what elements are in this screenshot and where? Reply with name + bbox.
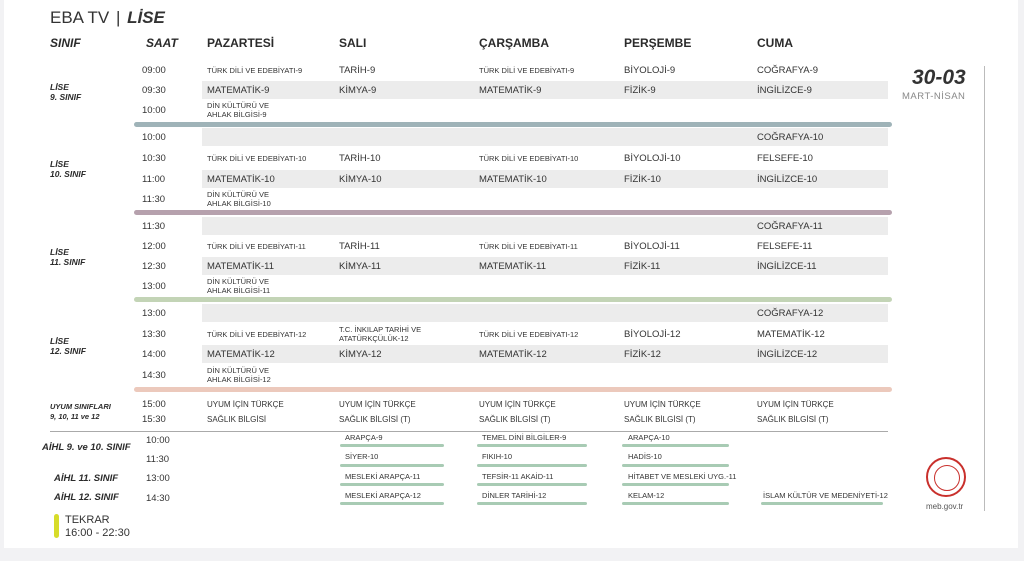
lesson-underline [622,502,729,505]
date-days: 30-03 [912,66,966,89]
lesson-cell: TÜRK DİLİ VE EDEBİYATI-11 [207,242,306,251]
col-header-pazartesi: PAZARTESİ [207,36,275,50]
lesson-underline [477,444,587,447]
lesson-cell: DİN KÜLTÜRÜ VE AHLAK BİLGİSİ-11 [207,277,271,295]
lesson-underline [477,502,587,505]
time-cell: 12:00 [142,241,166,252]
lesson-cell: DİNLER TARİHİ-12 [482,491,547,500]
lesson-cell: TARİH-11 [339,241,380,252]
lesson-cell: İNGİLİZCE-10 [757,174,818,185]
lesson-cell: BİYOLOJİ-11 [624,241,680,252]
col-header-sinif: SINIF [50,36,81,50]
lesson-cell: İNGİLİZCE-12 [757,349,818,360]
lesson-cell: COĞRAFYA-11 [757,221,823,232]
lesson-cell: TÜRK DİLİ VE EDEBİYATI-9 [207,66,303,75]
time-cell: 13:00 [142,281,166,292]
schedule-page [4,0,1018,548]
lesson-cell: SAĞLIK BİLGİSİ (T) [624,415,696,424]
lesson-cell: İSLAM KÜLTÜR VE MEDENİYETİ-12 [763,491,888,500]
aihl-label-11: AİHL 11. SINIF [54,473,119,484]
meb-logo-icon [926,457,966,497]
page-title [50,8,165,28]
lesson-cell: ARAPÇA-9 [345,433,383,442]
lesson-underline [340,483,444,486]
lesson-cell: MATEMATİK-9 [207,85,270,96]
lesson-underline [477,483,587,486]
lesson-cell: FIKIH-10 [482,452,513,461]
group-label-9: LİSE 9. SINIF [50,82,82,102]
aihl-label-910: AİHL 9. ve 10. SINIF [42,442,131,453]
col-header-persembe: PERŞEMBE [624,36,692,50]
col-header-sali: SALI [339,36,367,50]
lesson-cell: SAĞLIK BİLGİSİ (T) [757,415,829,424]
col-header-cuma: CUMA [757,36,793,50]
time-cell: 10:30 [142,153,166,164]
time-cell: 15:30 [142,414,166,425]
group-separator-12 [134,387,892,392]
group-label-11: LİSE 11. SINIF [50,247,86,267]
time-cell: 11:30 [142,194,166,205]
time-cell: 13:30 [142,329,166,340]
lesson-cell: COĞRAFYA-9 [757,65,819,76]
lesson-cell: MESLEKİ ARAPÇA-11 [345,472,421,481]
tekrar-marker [54,514,59,538]
group-separator-11 [134,297,892,302]
lesson-cell: UYUM İÇİN TÜRKÇE [207,400,284,409]
col-header-carsamba: ÇARŞAMBA [479,36,549,50]
lesson-cell: UYUM İÇİN TÜRKÇE [624,400,701,409]
time-cell: 10:00 [142,132,166,143]
time-cell: 13:00 [146,473,170,484]
lesson-cell: TÜRK DİLİ VE EDEBİYATI-9 [479,66,575,75]
lesson-cell: COĞRAFYA-10 [757,132,824,143]
right-divider [984,66,985,511]
time-cell: 15:00 [142,399,166,410]
lesson-cell: TEFSİR-11 AKAİD-11 [482,472,554,481]
lesson-cell: MATEMATİK-11 [479,261,547,272]
lesson-cell: FİZİK-9 [624,85,656,96]
brand-label: EBA TV [50,8,110,27]
group-label-12: LİSE 12. SINIF [50,336,86,356]
time-cell: 10:00 [142,105,166,116]
aihl-label-12: AİHL 12. SINIF [54,492,119,503]
lesson-cell: MATEMATİK-12 [479,349,547,360]
time-cell: 09:30 [142,85,166,96]
date-months: MART-NİSAN [902,91,966,102]
uyum-divider [50,431,888,432]
lesson-cell: İNGİLİZCE-11 [757,261,817,272]
lesson-cell: UYUM İÇİN TÜRKÇE [339,400,416,409]
lesson-cell: TÜRK DİLİ VE EDEBİYATI-12 [479,330,579,339]
lesson-cell: DİN KÜLTÜRÜ VE AHLAK BİLGİSİ-10 [207,190,271,208]
tekrar-info: TEKRAR 16:00 - 22:30 [65,514,130,539]
lesson-cell: MATEMATİK-9 [479,85,542,96]
lesson-cell: TEMEL DİNİ BİLGİLER-9 [482,433,567,442]
lesson-cell: KELAM-12 [628,491,665,500]
lesson-underline [761,502,883,505]
group-label-uyum: UYUM SINIFLARI 9, 10, 11 ve 12 [50,402,111,421]
time-cell: 12:30 [142,261,166,272]
lesson-cell: UYUM İÇİN TÜRKÇE [479,400,556,409]
lesson-cell: T.C. İNKILAP TARİHİ VE ATATÜRKÇÜLÜK-12 [339,325,422,343]
lesson-cell: BİYOLOJİ-9 [624,65,676,76]
time-cell: 10:00 [146,435,170,446]
lesson-cell: FELSEFE-11 [757,241,813,252]
lesson-underline [622,464,729,467]
lesson-underline [477,464,587,467]
time-cell: 14:00 [142,349,166,360]
lesson-cell: FELSEFE-10 [757,153,813,164]
lesson-underline [622,444,729,447]
lesson-cell: DİN KÜLTÜRÜ VE AHLAK BİLGİSİ-12 [207,366,271,384]
lesson-cell: MATEMATİK-10 [479,174,547,185]
lesson-cell: TÜRK DİLİ VE EDEBİYATI-12 [207,330,307,339]
lesson-cell: ARAPÇA-10 [628,433,670,442]
group-separator-9 [134,122,892,127]
title-separator: | [115,8,121,27]
lesson-cell: TARİH-10 [339,153,381,164]
lesson-cell: KİMYA-10 [339,174,382,185]
lesson-cell: SAĞLIK BİLGİSİ (T) [339,415,411,424]
lesson-cell: TÜRK DİLİ VE EDEBİYATI-10 [479,154,579,163]
group-separator-10 [134,210,892,215]
time-cell: 09:00 [142,65,166,76]
lesson-cell: FİZİK-12 [624,349,661,360]
lesson-cell: KİMYA-9 [339,85,377,96]
lesson-cell: TÜRK DİLİ VE EDEBİYATI-10 [207,154,307,163]
meb-url: meb.gov.tr [926,502,964,511]
time-cell: 14:30 [142,370,166,381]
lesson-cell: BİYOLOJİ-12 [624,329,681,340]
lesson-underline [622,483,729,486]
lesson-cell: FİZİK-10 [624,174,661,185]
lesson-cell: KİMYA-12 [339,349,382,360]
time-cell: 11:00 [142,174,166,185]
time-cell: 14:30 [146,493,170,504]
lesson-cell: TÜRK DİLİ VE EDEBİYATI-11 [479,242,578,251]
lesson-cell: BİYOLOJİ-10 [624,153,681,164]
lesson-cell: KİMYA-11 [339,261,381,272]
lesson-underline [340,444,444,447]
lesson-cell: COĞRAFYA-12 [757,308,824,319]
lesson-cell: HİTABET VE MESLEKİ UYG.-11 [628,472,737,481]
time-cell: 13:00 [142,308,166,319]
section-label: LİSE [127,8,165,27]
lesson-cell: TARİH-9 [339,65,376,76]
lesson-cell: DİN KÜLTÜRÜ VE AHLAK BİLGİSİ-9 [207,101,269,119]
lesson-cell: FİZİK-11 [624,261,661,272]
lesson-cell: MATEMATİK-12 [207,349,275,360]
lesson-cell: İNGİLİZCE-9 [757,85,812,96]
lesson-cell: MATEMATİK-12 [757,329,825,340]
lesson-cell: UYUM İÇİN TÜRKÇE [757,400,834,409]
group-label-10: LİSE 10. SINIF [50,159,86,179]
lesson-cell: SAĞLIK BİLGİSİ [207,415,267,424]
lesson-cell: SAĞLIK BİLGİSİ (T) [479,415,551,424]
time-cell: 11:30 [142,221,166,232]
lesson-cell: MESLEKİ ARAPÇA-12 [345,491,421,500]
lesson-cell: SİYER-10 [345,452,379,461]
col-header-saat: SAAT [146,36,178,50]
lesson-underline [340,464,444,467]
lesson-cell: MATEMATİK-10 [207,174,275,185]
lesson-cell: MATEMATİK-11 [207,261,275,272]
time-cell: 11:30 [146,454,170,465]
lesson-underline [340,502,444,505]
lesson-cell: HADİS-10 [628,452,662,461]
